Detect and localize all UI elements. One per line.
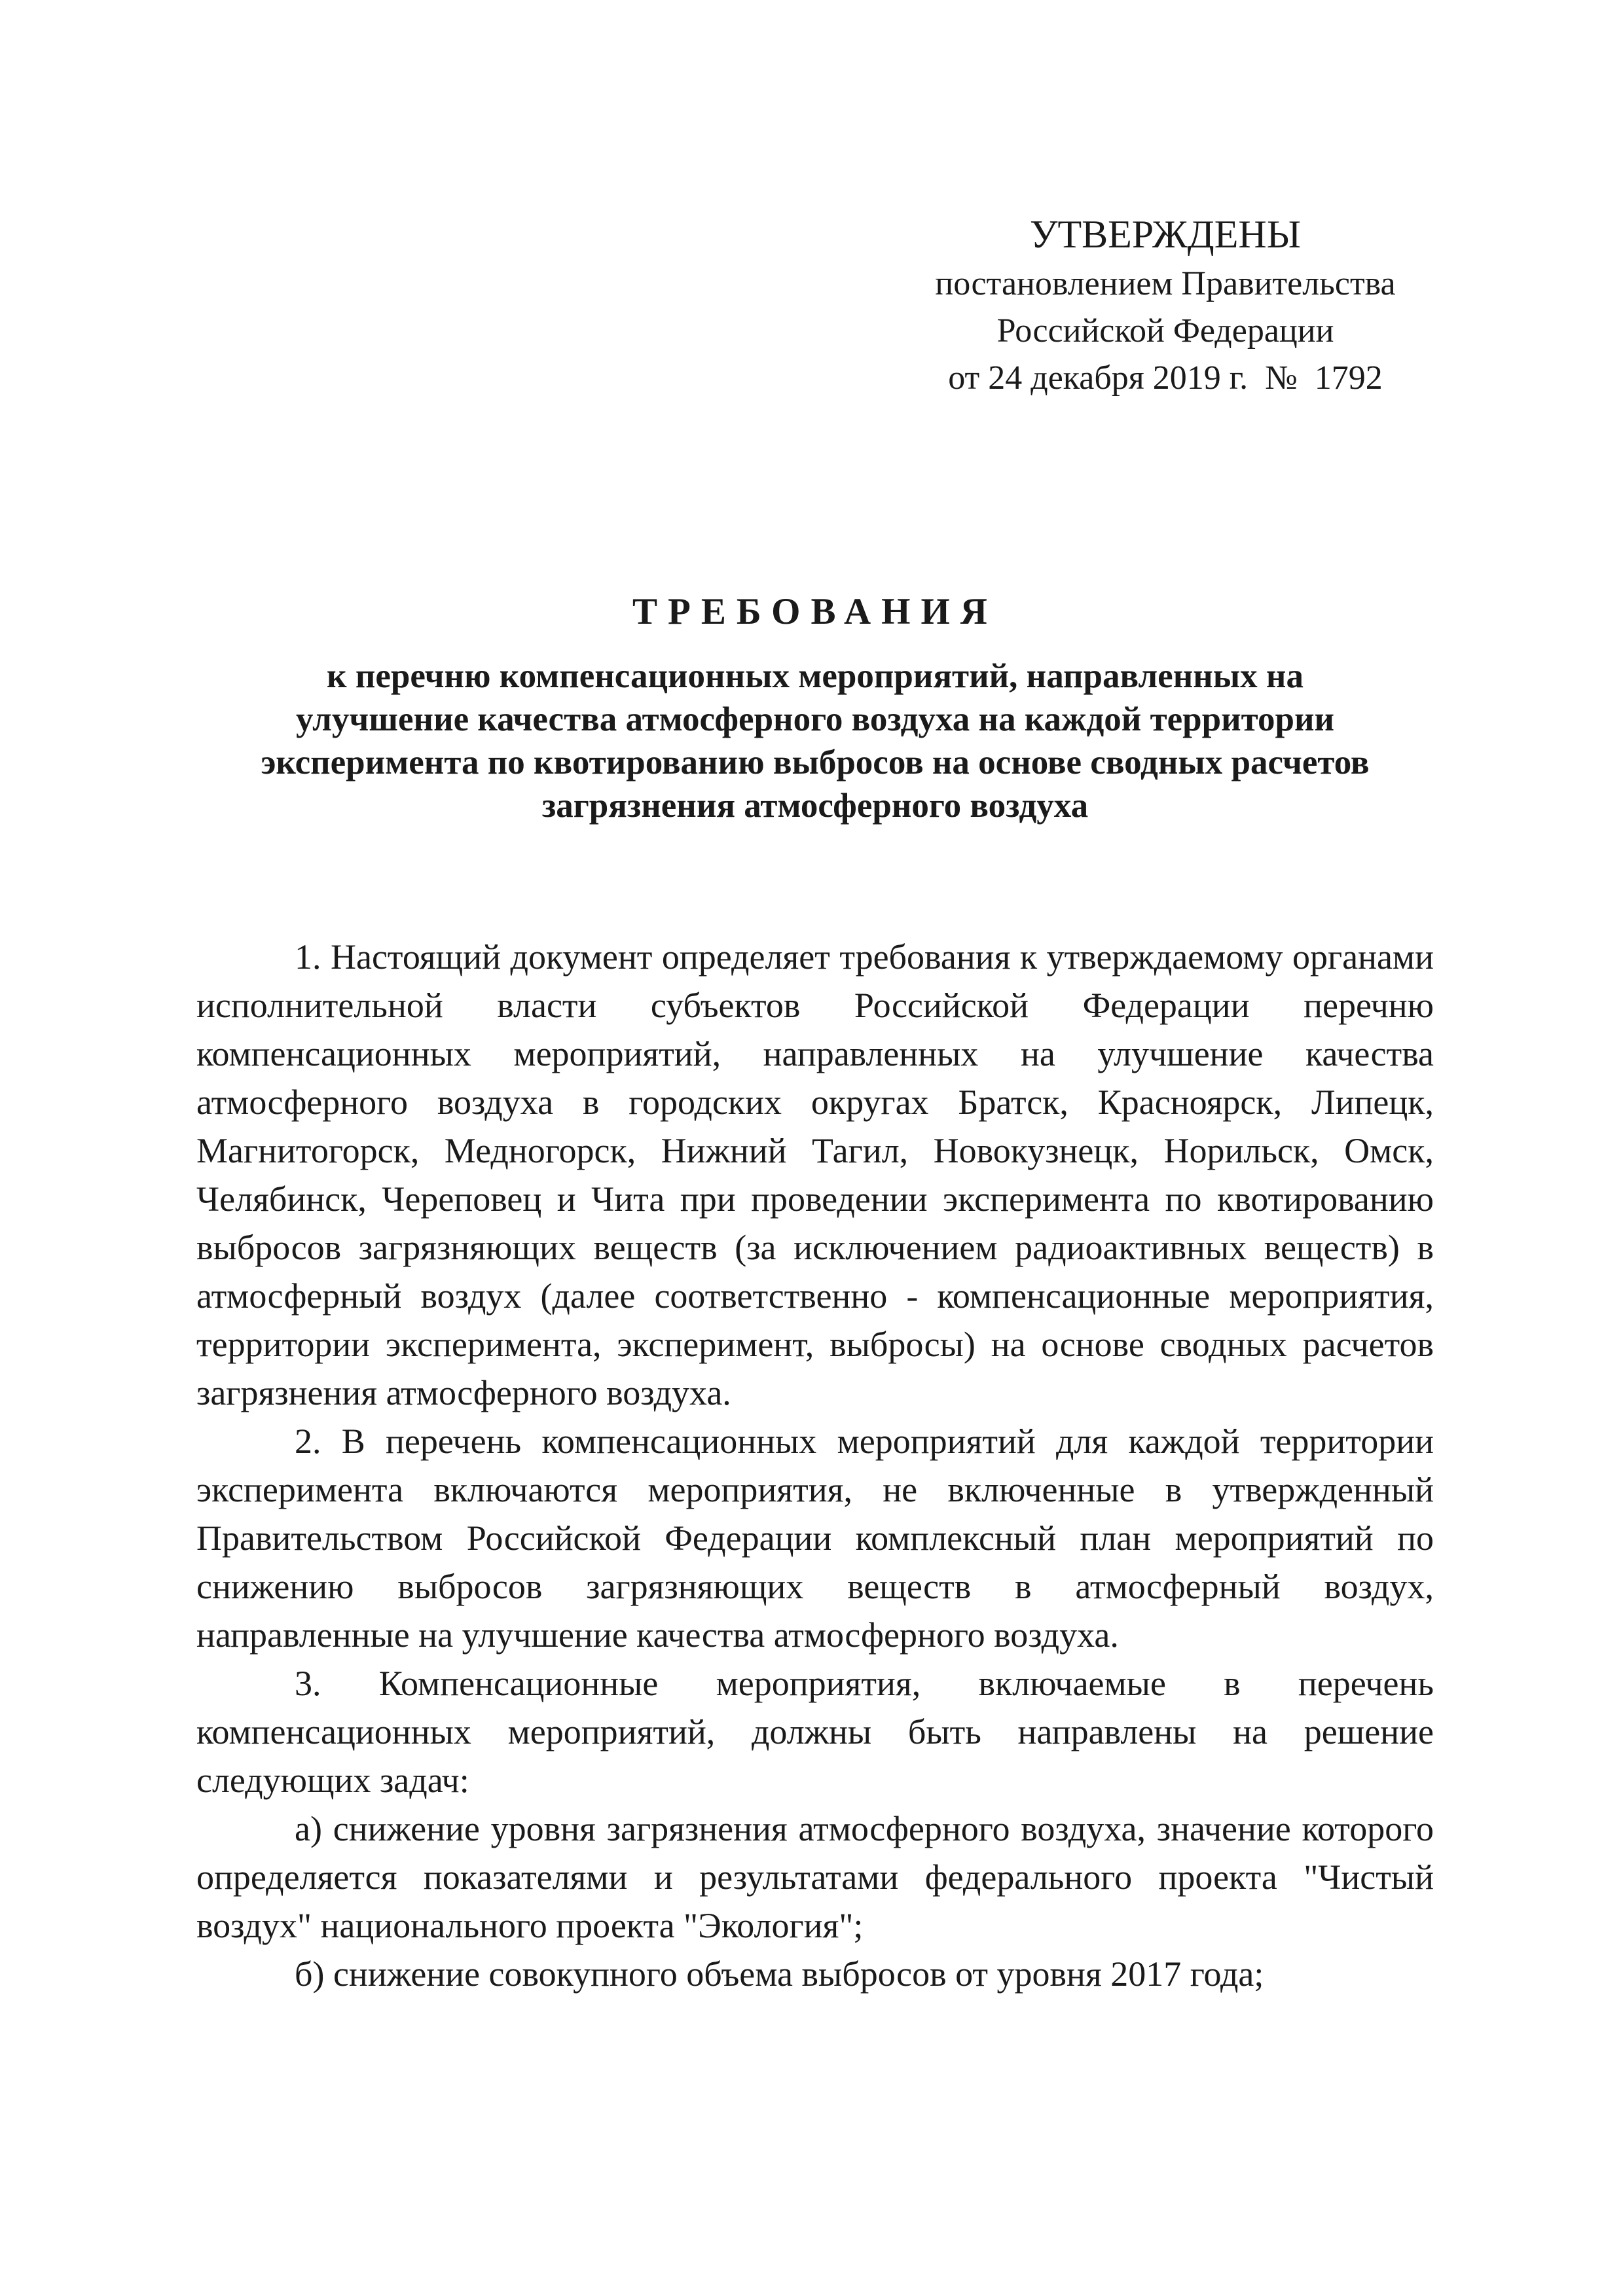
subtitle-line: загрязнения атмосферного воздуха bbox=[541, 787, 1089, 825]
paragraph-3b: б) снижение совокупного объема выбросов от уровня 2017 года; bbox=[295, 1954, 1264, 1994]
approval-line-decree: постановлением Правительства bbox=[935, 265, 1396, 302]
approval-line-date-number: от 24 декабря 2019 г. № 1792 bbox=[948, 359, 1383, 397]
paragraph-1: 1. Настоящий документ определяет требования к утверждаемому органами исполнительной власти субъектов Российской Федерации перечню компенсационных мероприятий, направленных на улучшение качества атмосферного воздуха в городских округах Братск, Красноярск, Липецк, Магнитогорск, Медногорск, Нижний Тагил, Новокузнецк, Норильск, Омск, Челябинск, Череповец и Чита при проведении эксперимента по квотированию выбросов загрязняющих веществ (за исключением радиоактивных веществ) в атмосферный воздух (далее соответственно - компенсационные мероприятия, территории эксперимента, эксперимент, выбросы) на основе сводных расчетов загрязнения атмосферного воздуха. bbox=[196, 937, 1434, 1412]
paragraph-2: 2. В перечень компенсационных мероприятий для каждой территории эксперимента включаются мероприятия, не включенные в утвержденный Правительством Российской Федерации комплексный план мероприятий по снижению выбросов загрязняющих веществ в атмосферный воздух, направленные на улучшение качества атмосферного воздуха. bbox=[196, 1422, 1434, 1655]
paragraph-3a: а) снижение уровня загрязнения атмосферного воздуха, значение которого определяется показателями и результатами федерального проекта "Чистый воздух" национального проекта "Экология"; bbox=[196, 1809, 1434, 1945]
paragraph-3: 3. Компенсационные мероприятия, включаемые в перечень компенсационных мероприятий, должны быть направлены на решение следующих задач: bbox=[196, 1664, 1434, 1800]
approval-block bbox=[871, 208, 1460, 402]
subtitle-line: к перечню компенсационных мероприятий, направленных на bbox=[327, 657, 1304, 695]
subtitle-line: эксперимента по квотированию выбросов на основе сводных расчетов bbox=[261, 744, 1370, 781]
document-title: ТРЕБОВАНИЯ bbox=[632, 591, 998, 632]
approval-line-federation: Российской Федерации bbox=[996, 312, 1334, 350]
document-body bbox=[196, 933, 1434, 1998]
approval-caption: УТВЕРЖДЕНЫ bbox=[1029, 213, 1302, 256]
subtitle-line: улучшение качества атмосферного воздуха на каждой территории bbox=[295, 700, 1335, 738]
document-subtitle bbox=[196, 655, 1434, 827]
